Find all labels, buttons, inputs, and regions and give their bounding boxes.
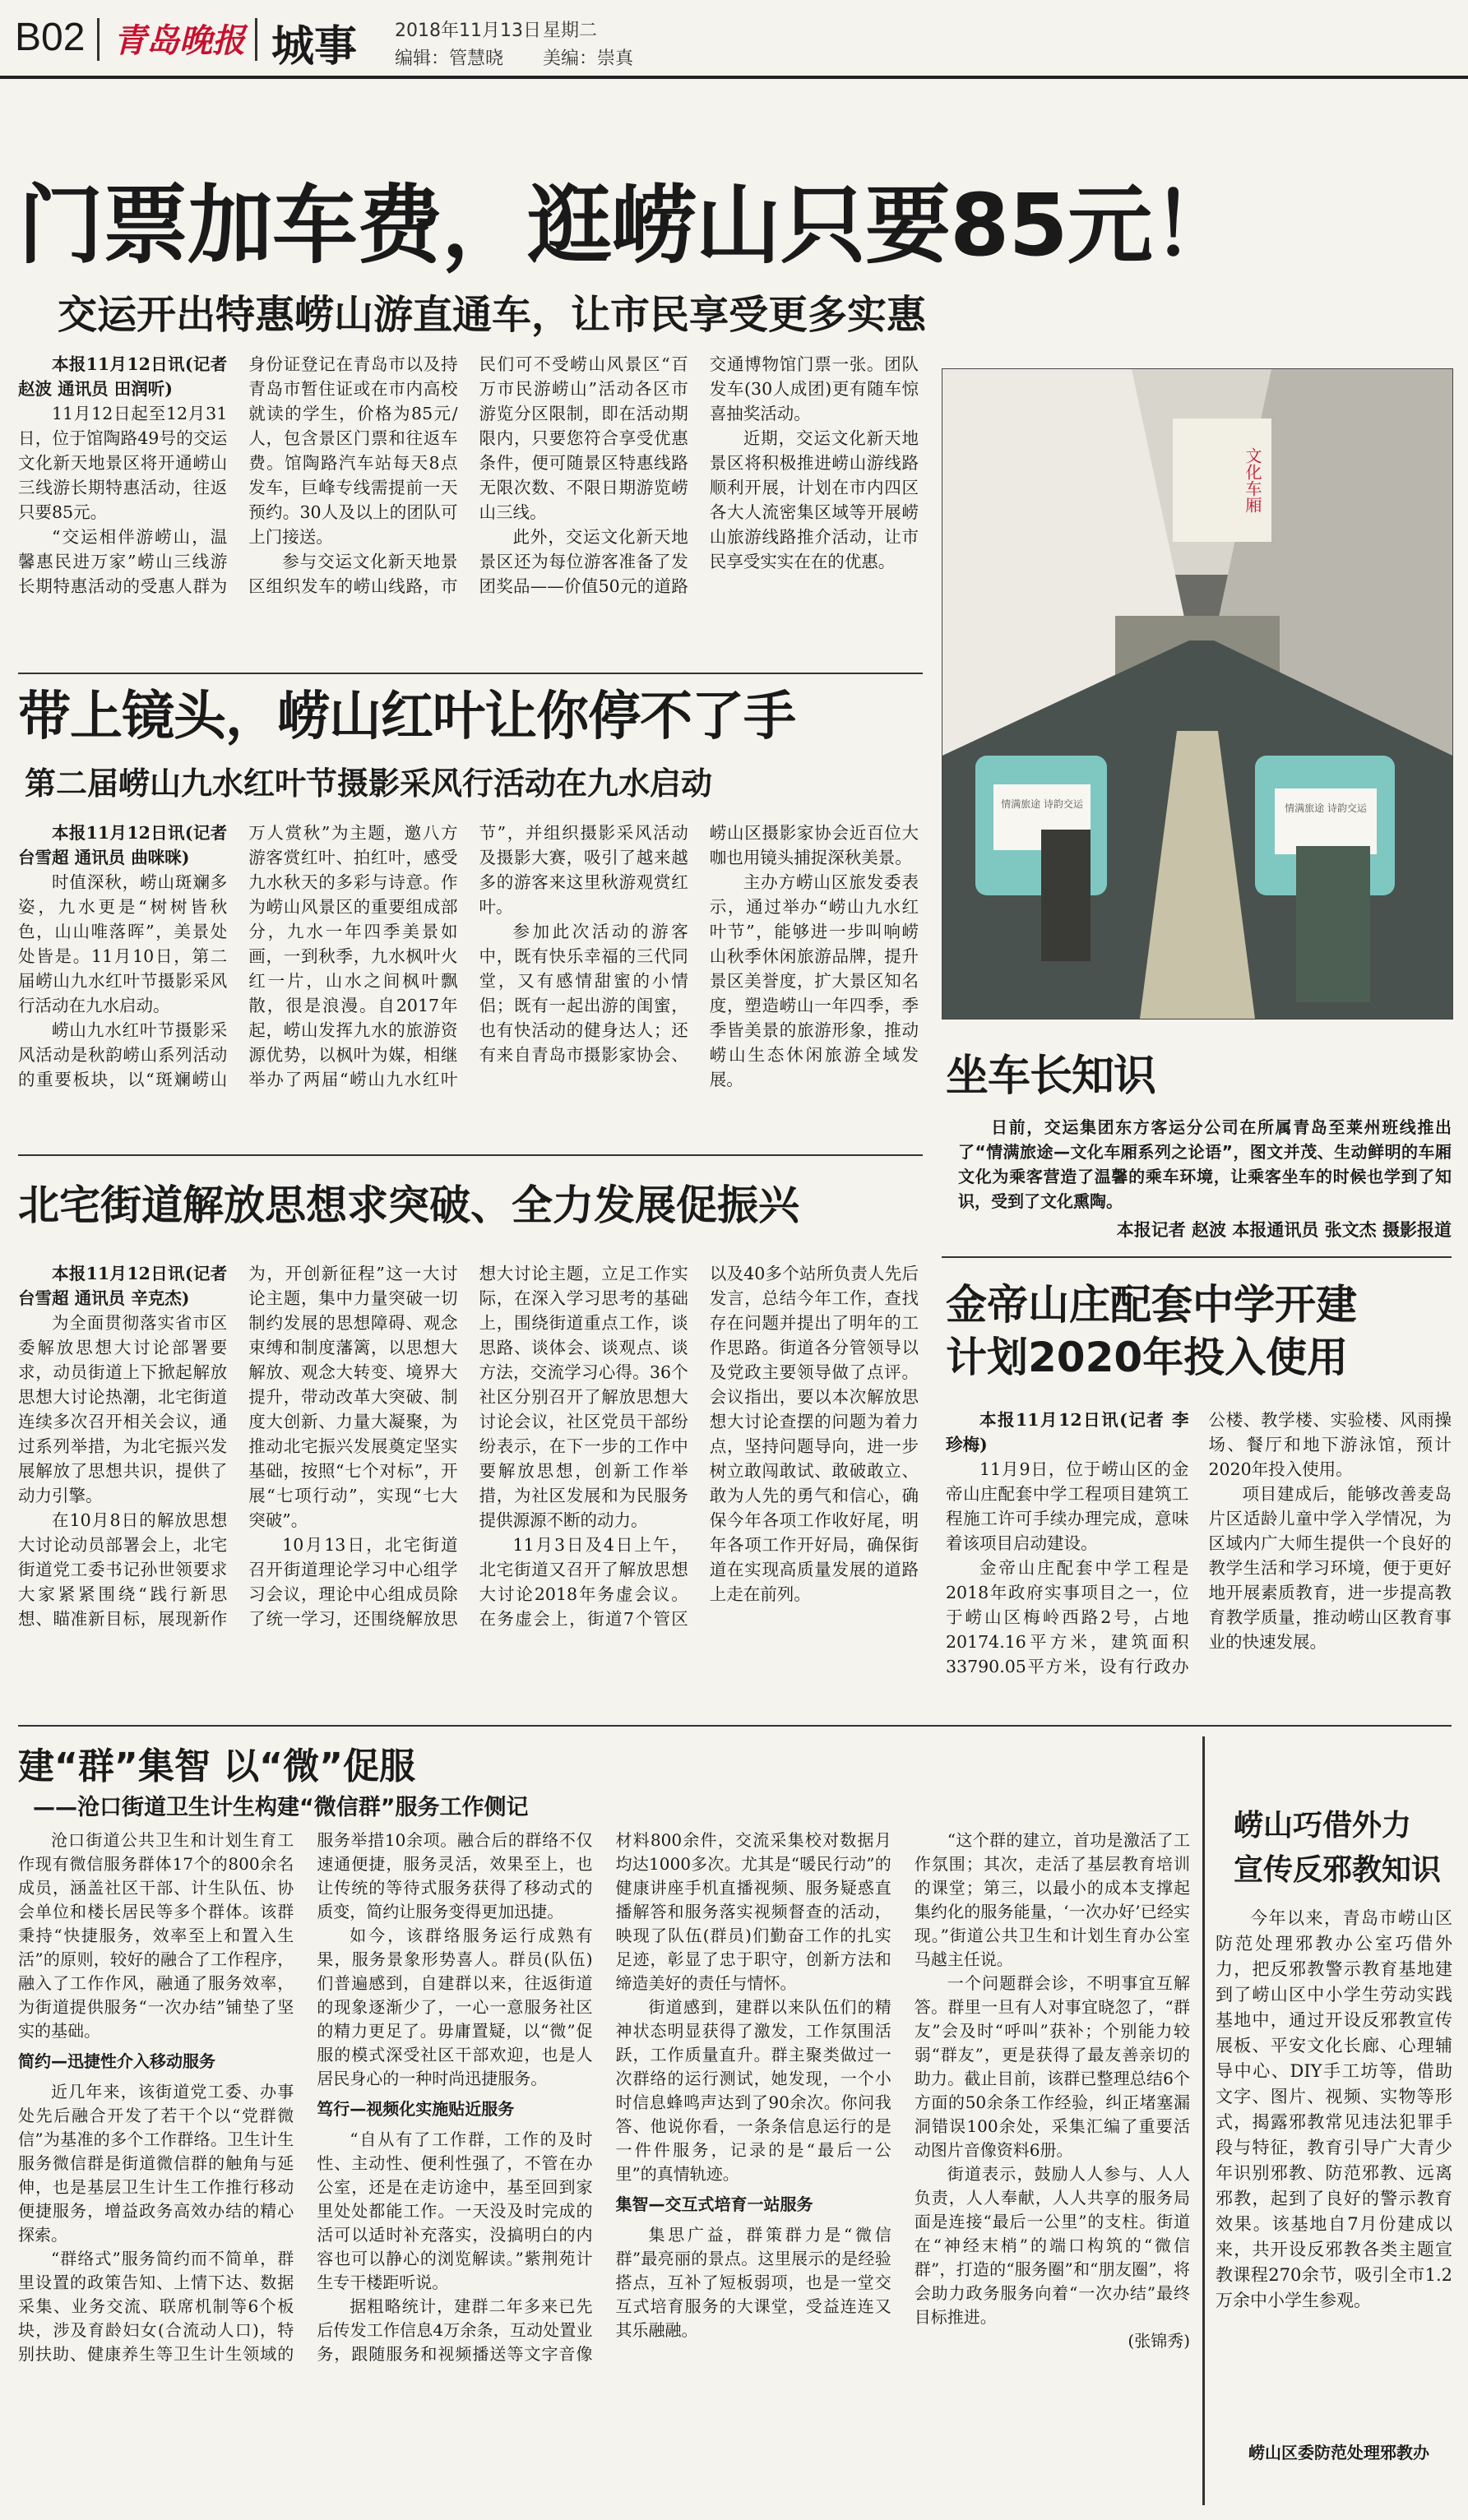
photo-caption: 日前，交运集团东方客运分公司在所属青岛至莱州班线推出了“情满旅途—文化车厢系列之论语”，图文并茂、生动鲜明的车厢文化为乘客营造了温馨的乘车环境，让乘客坐车的时候也学到了知识，受到了文化熏陶。 [958, 1117, 1452, 1211]
byline: 本报11月12日讯(记者 台雪超 通讯员 曲咪咪) [18, 823, 228, 867]
paragraph: 金帝山庄配套中学工程是2018年政府实事项目之一，位于崂山区梅岭西路2号，占地20174.16平方米，建筑面积33790.05平方米，设有行政办公楼、教学楼、实验楼、风雨操场、餐厅和地下游泳馆，预计2020年投入使用。 [946, 1410, 1452, 1676]
banner-text: 文化车厢 [1243, 447, 1262, 513]
page-number: B02 [15, 16, 86, 59]
divider [18, 673, 923, 674]
article-4-body [18, 1829, 1190, 2503]
headline-3: 北宅街道解放思想求突破、全力发展促振兴 [18, 1181, 799, 1229]
article-6-body [1216, 1906, 1452, 2432]
paragraph: 集思广益，群策群力是“微信群”最亮丽的景点。这里展示的是经验搭点，互补了短板弱项，也是一堂交互式培育服务的大课堂，受益连连又其乐融融。 [615, 2225, 891, 2340]
paragraph: 近期，交运文化新天地景区将积极推进崂山游线路顺利开展，计划在市内四区各大人流密集区域等开展崂山旅游线路推介活动，让市民享受实实在在的优惠。 [709, 428, 919, 571]
divider [18, 1725, 1452, 1727]
article-credit: 崂山区委防范处理邪教办 [1248, 2443, 1429, 2462]
editor-credit: 编辑：管慧晓 [395, 49, 504, 69]
paragraph: 崂山九水红叶节摄影采风活动是秋韵崂山系列活动的重要板块，以“斑斓崂山万人赏秋”为主题，邀八方游客赏红叶、拍红叶，感受九水秋天的多彩与诗意。作为崂山风景区的重要组成部分，九水一年四季美景如画，一到秋季，九水枫叶火红一片，山水之间枫叶飘散，很是浪漫。自2017年起，崂山发挥九水的旅游资源优势，以枫叶为媒，相继举办了两届“崂山九水红叶节”，并组织摄影采风活动及摄影大赛，吸引了越来越多的游客来这里秋游观赏红叶。 [18, 823, 688, 1089]
paper-logo: 青岛晚报 [113, 21, 245, 60]
divider [255, 18, 257, 61]
article-1-body [18, 352, 919, 623]
paragraph: 11月9日，位于崂山区的金帝山庄配套中学工程项目建筑工程施工许可手续办理完成，意味着该项目启动建设。 [946, 1459, 1189, 1553]
paragraph: 10月13日，北宅街道召开街道理论学习中心组学习会议，理论中心组成员除了统一学习，还围绕解放思想大讨论主题，立足工作实际，在深入学习思考的基础上，围绕街道重点工作，谈思路、谈体会、谈观点、谈方法，交流学习心得。36个社区分别召开了解放思想大讨论会议，社区党员干部纷纷表示，在下一步的工作中要解放思想，创新工作举措，为社区发展和为民服务提供源源不断的动力。 [248, 1264, 688, 1629]
paragraph: “这个群的建立，首功是激活了工作氛围；其次，走活了基层教育培训的课堂；第三，以最小的成本支撑起集约化的服务能量，‘一次办好’已经实现。”街道公共卫生和计划生育办公室马越主任说。 [914, 1830, 1190, 1969]
photo-title: 坐车长知识 [946, 1052, 1156, 1101]
headline-6-line-2: 宣传反邪教知识 [1234, 1853, 1442, 1887]
photo-credit: 本报记者 赵波 本报通讯员 张文杰 摄影报道 [1116, 1220, 1452, 1240]
section-subhead: 简约—迅捷性介入移动服务 [18, 2051, 215, 2071]
section-subhead: 集智—交互式培育一站服务 [615, 2194, 813, 2214]
byline: 本报11月12日讯(记者 台雪超 通讯员 辛克杰) [18, 1264, 228, 1308]
section-subhead: 笃行—视频化实施贴近服务 [317, 2099, 515, 2119]
paragraph: 为全面贯彻落实省市区委解放思想大讨论部署要求，动员街道上下掀起解放思想大讨论热潮，北宅街道连续多次召开相关会议，通过系列举措，为北宅振兴发展解放了思想共识，提供了动力引擎。 [18, 1313, 228, 1505]
section-name: 城事 [271, 21, 358, 72]
paragraph: 主办方崂山区旅发委表示，通过举办“崂山九水红叶节”，能够进一步叫响崂山秋季休闲旅游品牌，提升景区美誉度，扩大景区知名度，塑造崂山一年四季，季季皆美景的旅游形象，推动崂山生态休闲旅游全域发展。 [709, 872, 919, 1089]
article-3-body [18, 1261, 919, 1738]
paragraph: 参加此次活动的游客中，既有快乐幸福的三代同堂，又有感情甜蜜的小情侣；既有一起出游的闺蜜，也有快活动的健身达人；还有来自青岛市摄影家协会、崂山区摄影家协会近百位大咖也用镜头捕捉深秋美景。 [479, 823, 919, 1065]
paragraph: 一个问题群会诊，不明事宜互解答。群里一旦有人对事宜晓忽了，“群友”会及时“呼叫”获补；个别能力较弱“群友”，更是获得了最友善亲切的助力。截止目前，该群已整理总结6个方面的50余条工作经验，纠正堵塞漏洞错误100余处，采集汇编了重要活动图片音像资料6册。 [914, 1973, 1190, 2160]
headline-1: 门票加车费，逛崂山只要85元！ [18, 175, 1237, 275]
issue-date: 2018年11月13日 [395, 21, 541, 41]
paragraph: “交运相伴游崂山，温馨惠民进万家”崂山三线游长期特惠活动的受惠人群为身份证登记在青岛市以及持青岛市暂住证或在市内高校就读的学生，价格为85元/人，包含景区门票和往返车费。馆陶路汽车站每天8点发车，巨峰专线需提前一天预约。30人及以上的团队可上门接送。 [18, 354, 458, 596]
subheadline-1: 交运开出特惠崂山游直通车，让市民享受更多实惠 [58, 292, 927, 338]
headline-4: 建“群”集智 以“微”促服 [18, 1746, 415, 1787]
byline: 本报11月12日讯(记者 李珍梅) [946, 1410, 1189, 1454]
paragraph: 11月3日及4日上午，北宅街道又召开了解放思想大讨论2018年务虚会议。在务虚会上，街道7个管区以及40多个站所负责人先后发言，总结今年工作，查找存在问题并提出了明年的工作思路。街道各分管领导以及党政主要领导做了点评。会议指出，要以本次解放思想大讨论查摆的问题为着力点，坚持问题导向，进一步树立敢闯敢试、敢破敢立、敢为人先的勇气和信心，确保今年各项工作收好尾，明年各项工作开好局，确保街道在实现高质量发展的道路上走在前列。 [479, 1264, 919, 1629]
paragraph: “自从有了工作群，工作的及时性、主动性、便利性强了，不管在办公室，还是在走访途中，基至回到家里处处都能工作。一天没及时完成的活可以适时补充落实，没搞明白的内容也可以静心的浏览解读。”紫荆苑计生专干楼距听说。 [317, 2129, 593, 2292]
article-5-body [946, 1408, 1452, 1720]
byline: 本报11月12日讯(记者 赵波 通讯员 田润听) [18, 354, 228, 399]
paragraph: 11月12日起至12月31日，位于馆陶路49号的交运文化新天地景区将开通崂山三线游长期特惠活动，往返只要85元。 [18, 404, 228, 522]
paragraph: 如今，该群络服务运行成熟有果，服务景象形势喜人。群员(队伍)们普遍感到，自建群以来，往返街道的现象逐渐少了，一心一意服务社区的精力更足了。毋庸置疑，以“微”促服的模式深受社区干部欢迎，也是人居民身心的一种时尚迅捷服务。 [317, 1926, 593, 2088]
headline-5-line-2: 计划2020年投入使用 [946, 1334, 1349, 1381]
article-credit: (张锦秀) [1128, 2331, 1190, 2351]
headline-6-line-1: 崂山巧借外力 [1234, 1809, 1412, 1843]
divider [942, 1256, 1452, 1258]
paragraph: 街道感到，建群以来队伍们的精神状态明显获得了激发，工作氛围活跃，工作质量直升。群主聚类做过一次群络的运行测试，她发现，一个小时信息蜂鸣声达到了90余次。你问我答、他说你看，一条条信息运行的是一件件服务，记录的是“最后一公里”的真情轨迹。 [615, 1997, 891, 2184]
divider [18, 1154, 923, 1156]
paragraph: 时值深秋，崂山斑斓多姿，九水更是“树树皆秋色，山山唯落晖”，美景处处皆是。11月10日，第二届崂山九水红叶节摄影采风行活动在九水启动。 [18, 872, 228, 1015]
paragraph: 此外，交运文化新天地景区还为每位游客准备了发团奖品——价值50元的道路交通博物馆门票一张。团队发车(30人成团)更有随车惊喜抽奖活动。 [479, 354, 919, 596]
paragraph: 今年以来，青岛市崂山区防范处理邪教办公室巧借外力，把反邪教警示教育基地建到了崂山区中小学生劳动实践基地中，通过开设反邪教宣传展板、平安文化长廊、心理辅导中心、DIY手工坊等，借助文字、图片、视频、实物等形式，揭露邪教常见违法犯罪手段与特征，教育引导广大青少年识别邪教、防范邪教、远离邪教，起到了良好的警示教育效果。该基地自7月份建成以来，共开设反邪教各类主题宣教课程270余节，吸引全市1.2万余中小学生参观。 [1216, 1908, 1452, 2310]
paragraph: 在10月8日的解放思想大讨论动员部署会上，北宅街道党工委书记孙世领要求大家紧紧围绕“践行新思想、瞄准新目标，展现新作为，开创新征程”这一大讨论主题，集中力量突破一切制约发展的思想障碍、观念束缚和制度藩篱，以思想大解放、观念大转变、境界大提升，带动改革大突破、制度大创新、力量大凝聚，为推动北宅振兴发展奠定坚实基础，按照“七个对标”，开展“七项行动”，实现“七大突破”。 [18, 1264, 458, 1629]
headline-5-line-1: 金帝山庄配套中学开建 [946, 1281, 1357, 1329]
paragraph: 街道表示，鼓励人人参与、人人负责，人人奉献，人人共享的服务局面是连接“最后一公里”的支柱。街道在“神经末梢”的端口构筑的“微信群”，打造的“服务圈”和“朋友圈”，将会助力政务服务向着“一次办结”最终目标推进。 [914, 2164, 1190, 2327]
paragraph: 据粗略统计，建群二年多来已先后传发工作信息4万余条，互动处置业务，跟随服务和视频播送等文字音像材料800余件，交流采集校对数据月均达1000多次。尤其是“暖民行动”的健康讲座手机直播视频、服务疑惑直播解答和服务落实视频督查的活动，映现了队伍(群员)们勤奋工作的扎实足迹，彰显了忠于职守，创新方法和缔造美好的责任与情怀。 [317, 1830, 891, 2364]
paragraph: 参与交运文化新天地景区组织发车的崂山线路，市民们可不受崂山风景区“百万市民游崂山”活动各区市游览分区限制，即在活动期限内，只要您符合享受优惠条件，便可随景区特惠线路无限次数、不限日期游览崂山三线。 [248, 354, 688, 596]
article-2-body [18, 821, 919, 1141]
subheadline-4: ——沧口街道卫生计生构建“微信群”服务工作侧记 [33, 1795, 529, 1820]
paragraph: “群络式”服务简约而不简单，群里设置的政策告知、上情下达、数据采集、业务交流、联席机制等6个板块，涉及育龄妇女(合流动人口)，特别扶助、健康养生等卫生计生领域的服务举措10余项。融合后的群络不仅速通便捷，服务灵活，效果至上，也让传统的等待式服务获得了移动式的质变，简约让服务变得更加迅捷。 [18, 1830, 593, 2364]
headline-2: 带上镜头，崂山红叶让你停不了手 [18, 687, 795, 747]
divider [1202, 1736, 1205, 2505]
paragraph: 沧口街道公共卫生和计划生育工作现有微信服务群体17个的800余名成员，涵盖社区干部、计生队伍、协会单位和楼长居民等多个群体。该群秉持“快捷服务，效率至上和置入生活”的原则，较好的融合了工作程序，融入了工作作风，融通了服务效率，为街道提供服务“一次办结”铺垫了坚实的基础。 [18, 1830, 294, 2041]
bus-interior-photo [942, 368, 1453, 1020]
seat-cover-text: 情满旅途 诗韵交运 [1285, 802, 1367, 814]
issue-weekday: 星期二 [543, 21, 598, 41]
subheadline-2: 第二届崂山九水红叶节摄影采风行活动在九水启动 [25, 765, 713, 802]
paragraph: 项目建成后，能够改善麦岛片区适龄儿童中学入学情况，为区域内广大师生提供一个良好的教学生活和学习环境，便于更好地开展素质教育，进一步提高教育教学质量，推动崂山区教育事业的快速发展。 [1208, 1484, 1452, 1652]
divider [97, 18, 100, 61]
art-editor-credit: 美编：崇真 [543, 49, 634, 69]
paragraph: 近几年来，该街道党工委、办事处先后融合开发了若干个以“党群微信”为基准的多个工作群络。卫生计生服务微信群是街道微信群的触角与延伸，也是基层卫生计生工作推行移动便捷服务，增益政务高效办结的精心探索。 [18, 2082, 294, 2245]
seat-cover-text: 情满旅途 诗韵交运 [1001, 798, 1083, 810]
